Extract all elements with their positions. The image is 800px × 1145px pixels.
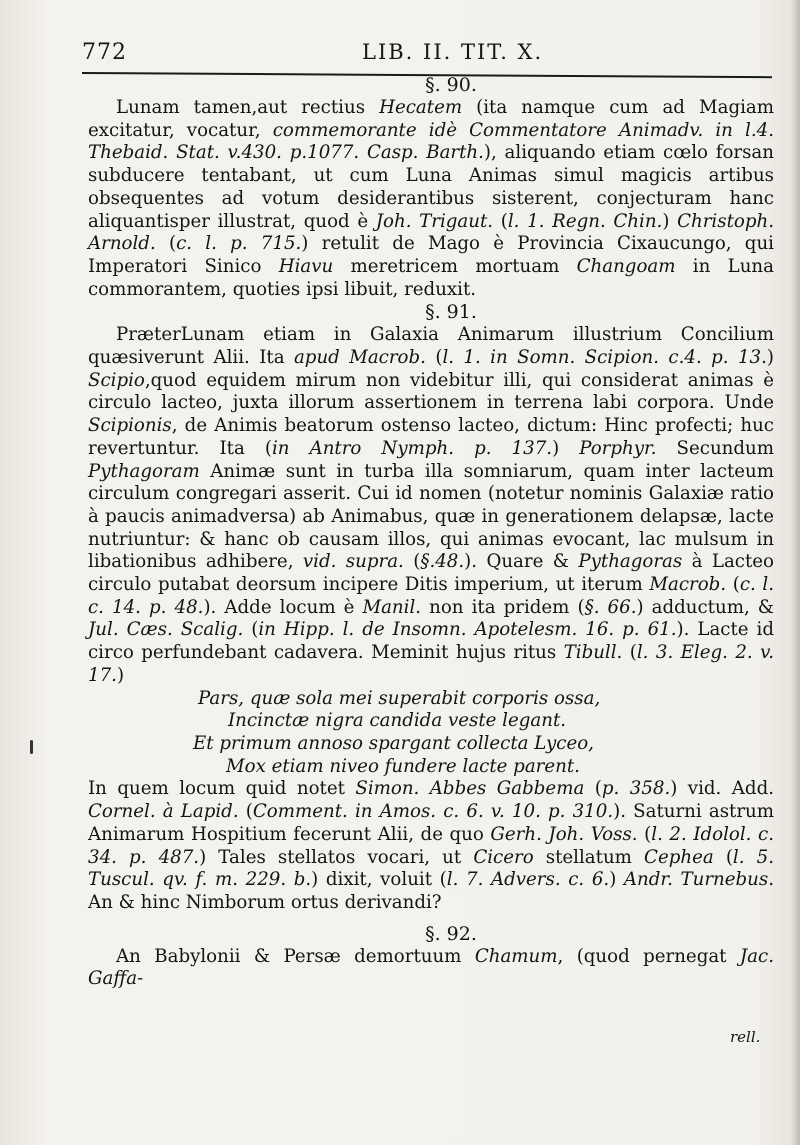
- text-run: ) retulit de Mago è Provincia Cixaucungo, qui Imperatori Sinico: [88, 233, 774, 277]
- italic-run: in Hipp. l. de Insomn. Apotelesm. 16. p. 61.: [258, 619, 677, 641]
- running-title: LIB. II. TIT. X.: [362, 40, 544, 64]
- italic-run: l. 3. Eleg. 2. v. 17.: [88, 642, 774, 686]
- italic-run: Comment. in Amos. c. 6. v. 10. p. 310.: [252, 801, 614, 823]
- text-run: in Luna commorantem, quoties ipsi libuit, reduxit.: [88, 255, 774, 300]
- text-run: Animæ sunt in turba illa somniarum, quam inter lacteum circulum congregari asserit. Cui id nomen (notetur nominis Galaxiæ ratio à paucis animadversa) ab Animabus, quæ in generationem delapsæ, lacte nutriuntur: & hanc ob causam illos, qui animas evocant, lac mulsum in libationibus adhibere,: [88, 460, 774, 573]
- italic-run: Pythagoras: [578, 551, 683, 573]
- italic-run: Porphyr.: [579, 437, 657, 459]
- text-run: ). Quare &: [464, 551, 579, 573]
- italic-run: Joh. Trigaut.: [375, 210, 494, 232]
- italic-run: Hecatem: [379, 97, 463, 118]
- italic-run: Jul. Cæs. Scalig.: [88, 619, 244, 641]
- text-run: (: [243, 619, 259, 641]
- text-run: non ita pridem (: [421, 596, 585, 618]
- italic-run: c. l. p. 715.: [176, 233, 302, 255]
- italic-run: l. 1. Regn. Chin.: [507, 210, 663, 232]
- italic-run: Cicero: [473, 846, 534, 868]
- catchword: rell.: [730, 1028, 761, 1046]
- text-run: ). Adde locum è: [203, 596, 363, 618]
- paragraph: [88, 97, 774, 301]
- text-run: ), aliquando etiam cœlo forsan subducere tentabant, ut cum Luna Animas simul magicis artibus obsequentes ad votum desiderantibus sisterent, conjecturam hanc aliquantisper illustrat, quod è: [88, 142, 774, 232]
- text-run: ) Tales stellatos vocari, ut: [199, 846, 474, 868]
- italic-run: l. 7. Advers. c. 6.: [446, 869, 610, 891]
- italic-run: Gerh. Joh. Voss.: [490, 823, 638, 845]
- running-head: [82, 38, 772, 72]
- text-run: An & hinc Nimborum ortus derivandi?: [88, 891, 442, 913]
- section-heading: §. 92.: [425, 922, 477, 945]
- page-number: 772: [82, 40, 127, 65]
- italic-run: Jac. Gaffa-: [88, 945, 774, 990]
- text-run: (: [637, 823, 652, 845]
- text-run: Lunam tamen,aut rectius: [116, 97, 380, 118]
- text-run: (: [155, 233, 177, 255]
- text-run: à Lacteo circulo putabat deorsum incipere Ditis imperium, ut iterum: [88, 551, 774, 596]
- text-run: ): [766, 347, 774, 369]
- italic-run: Hiavu: [278, 255, 334, 277]
- text-run: ,quod equidem mirum non videbitur illi, qui considerat animas è circulo lacteo, juxta illorum assertionem in terrena labi corpora. Unde: [88, 369, 774, 414]
- italic-run: p. 358.: [601, 778, 671, 800]
- italic-run: Scipionis: [88, 415, 172, 437]
- page-edge-shadow: [790, 0, 800, 1145]
- italic-run: in Antro Nymph. p. 137.: [271, 437, 553, 459]
- text-run: meretricem mortuam: [333, 255, 577, 277]
- text-run: ): [552, 437, 580, 459]
- italic-run: §.48.: [420, 551, 465, 573]
- text-run: ): [609, 869, 624, 891]
- text-run: PræterLunam etiam in Galaxia Animarum illustrium Concilium quæsiverunt Alii. Ita: [88, 324, 774, 369]
- italic-run: apud Macrob.: [293, 347, 426, 369]
- verse-line: Pars, quæ sola mei superabit corporis ossa,: [198, 687, 601, 709]
- text-run: (: [403, 551, 421, 573]
- italic-run: c. l. c. 14. p. 48.: [88, 574, 774, 618]
- text-run: (: [584, 778, 602, 800]
- verse-line: Mox etiam niveo fundere lacte parent.: [226, 755, 580, 777]
- italic-run: vid. supra.: [302, 551, 404, 573]
- text-run: ). Lacte id circo perfundebant cadavera. Meminit hujus ritus: [88, 619, 774, 664]
- italic-run: Chamum: [474, 945, 558, 967]
- section-heading: §. 90.: [425, 74, 477, 96]
- text-run: , de Animis beatorum ostenso lacteo, dictum: Hinc profecti; huc revertuntur. Ita (: [88, 415, 774, 459]
- text-run: (: [493, 210, 508, 232]
- text-run: (: [622, 642, 637, 664]
- text-run: ) vid. Add.: [670, 778, 774, 800]
- italic-run: Manil.: [362, 596, 422, 618]
- verse-line: Incinctæ nigra candida veste legant.: [228, 710, 567, 732]
- text-run: stellatum: [533, 846, 645, 868]
- paragraph: [88, 324, 774, 687]
- body-text: [88, 74, 774, 991]
- italic-run: Pythagoram: [88, 460, 200, 482]
- paragraph: [88, 946, 774, 991]
- italic-run: Tibull.: [563, 642, 623, 664]
- italic-run: Cephea: [644, 846, 714, 868]
- italic-run: Cornel. à Lapid.: [88, 801, 239, 823]
- text-run: ) dixit, voluit (: [311, 869, 447, 891]
- ink-speck: [30, 740, 33, 754]
- italic-run: Andr. Turnebus.: [623, 869, 775, 891]
- italic-run: l. 2. Idolol. c. 34. p. 487.: [88, 823, 774, 868]
- italic-run: Christoph. Arnold.: [88, 210, 774, 255]
- text-run: An Babylonii & Persæ demortuum: [116, 945, 475, 967]
- text-run: ): [662, 210, 678, 232]
- text-run: Secundum: [656, 437, 774, 459]
- text-run: (: [726, 574, 740, 596]
- verse-line: Et primum annoso spargant collecta Lyceo,: [193, 732, 594, 754]
- italic-run: l. 1. in Somn. Scipion. c.4. p. 13.: [442, 347, 767, 369]
- text-run: ): [116, 664, 125, 686]
- text-run: (: [713, 846, 733, 868]
- text-run: (ita namque cum ad Magiam excitatur, vocatur,: [88, 97, 774, 141]
- italic-run: Changoam: [576, 255, 676, 277]
- text-run: (: [425, 347, 443, 369]
- text-run: , (quod pernegat: [557, 945, 740, 967]
- italic-run: Macrob.: [649, 574, 727, 596]
- text-run: In quem locum quid notet: [88, 778, 356, 800]
- italic-run: Simon. Abbes Gabbema: [355, 778, 585, 800]
- verse-quotation: [88, 688, 774, 779]
- text-run: ) adductum, &: [636, 596, 774, 618]
- section-heading: §. 91.: [425, 301, 477, 324]
- italic-run: §. 66.: [584, 596, 637, 618]
- paragraph: [88, 778, 774, 914]
- text-run: ). Saturni astrum Animarum Hospitium fecerunt Alii, de quo: [88, 801, 774, 845]
- italic-run: l. 5. Tuscul. qv. f. m. 229. b.: [88, 846, 774, 891]
- text-run: (: [238, 801, 253, 823]
- italic-run: commemorante idè Commentatore Animadv. in l.4. Thebaid. Stat. v.430. p.1077. Casp. Barth.: [88, 119, 774, 164]
- italic-run: Scipio: [88, 369, 145, 391]
